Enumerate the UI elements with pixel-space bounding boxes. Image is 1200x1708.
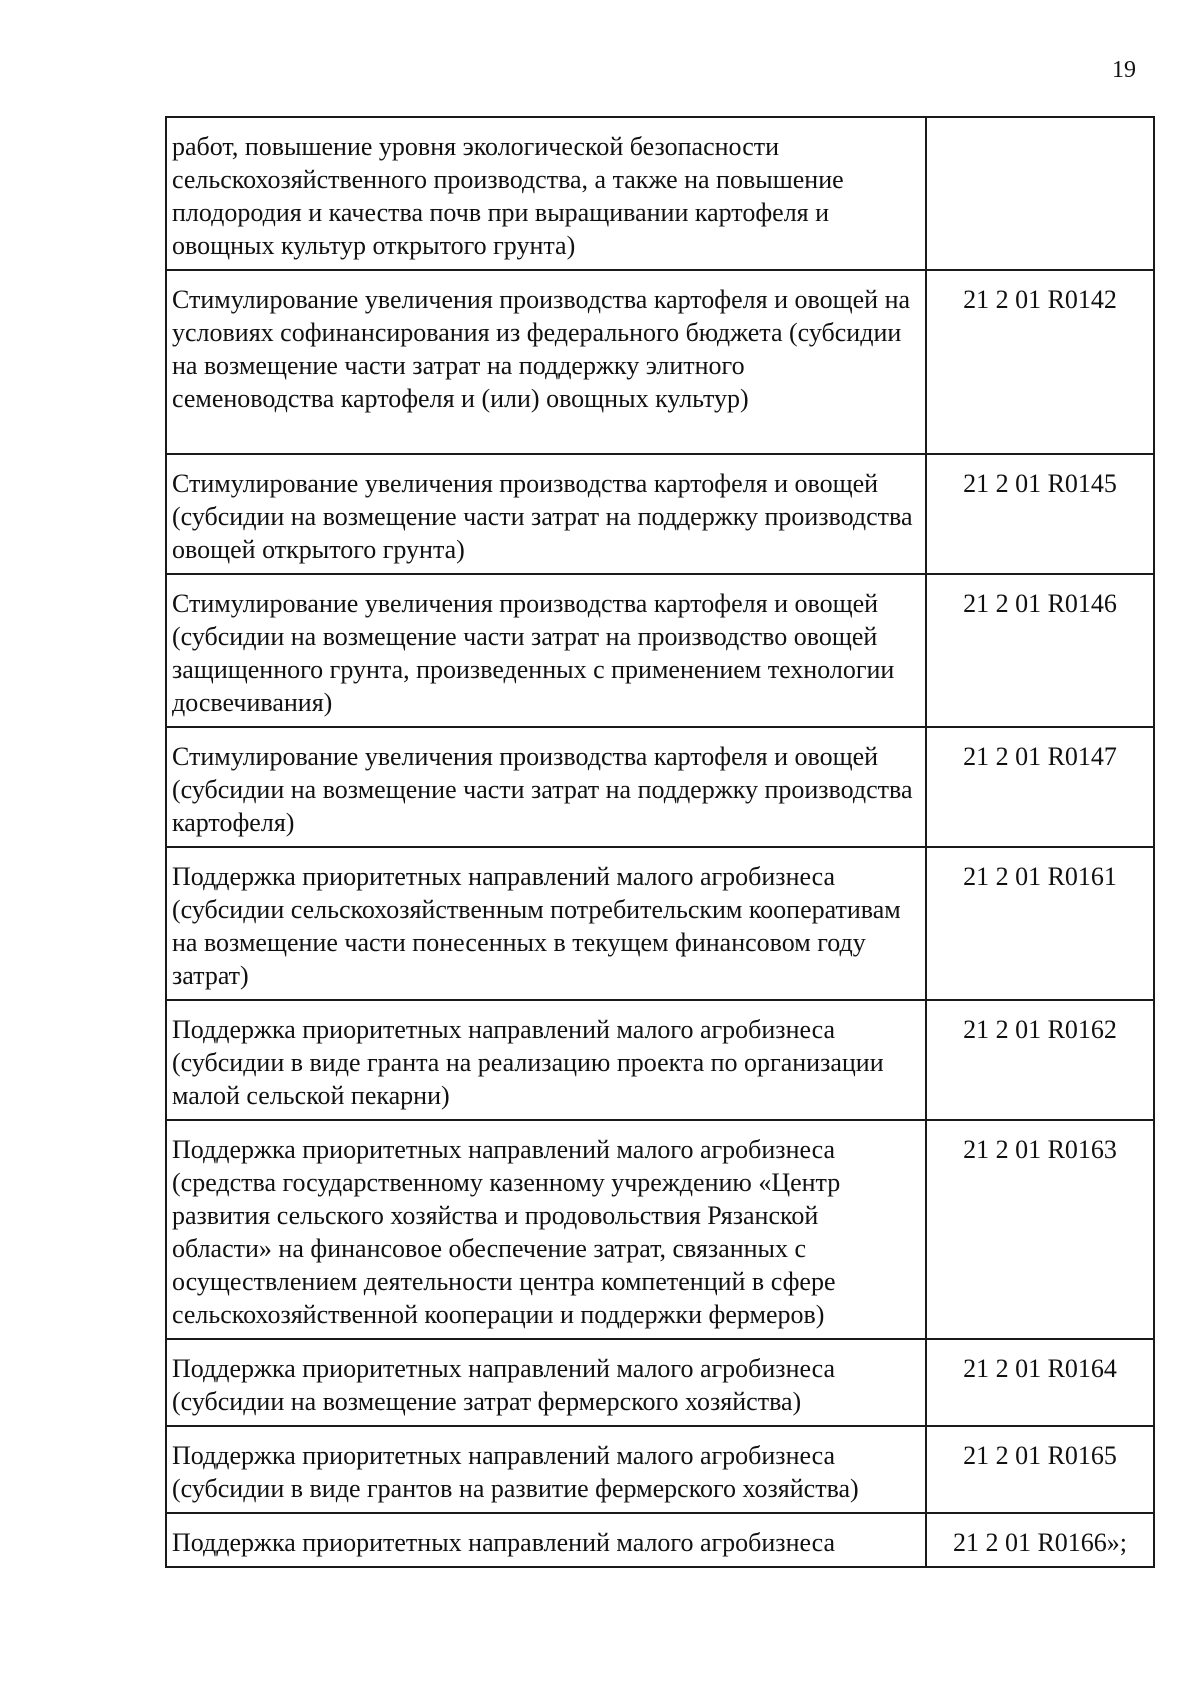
row-description: Поддержка приоритетных направлений малого агробизнеса (субсидии в виде грантов на развитие фермерского хозяйства) bbox=[166, 1426, 926, 1513]
row-code bbox=[926, 117, 1154, 270]
row-description: Поддержка приоритетных направлений малого агробизнеса (средства государственному казенному учреждению «Центр развития сельского хозяйства и продовольствия Рязанской области» на финансовое обеспечение затрат, связанных с осуществлением деятельности центра компетенций в сфере сельскохозяйственной кооперации и поддержки фермеров) bbox=[166, 1120, 926, 1339]
row-description: работ, повышение уровня экологической безопасности сельскохозяйственного производства, а также на повышение плодородия и качества почв при выращивании картофеля и овощных культур открытого грунта) bbox=[166, 117, 926, 270]
budget-classification-table bbox=[165, 116, 1155, 1568]
row-description: Поддержка приоритетных направлений малого агробизнеса (субсидии на возмещение затрат фермерского хозяйства) bbox=[166, 1339, 926, 1426]
table-row bbox=[166, 1426, 1154, 1513]
table-row bbox=[166, 727, 1154, 847]
row-description: Поддержка приоритетных направлений малого агробизнеса bbox=[166, 1513, 926, 1567]
table-row bbox=[166, 117, 1154, 270]
row-code: 21 2 01 R0163 bbox=[926, 1120, 1154, 1339]
table-row bbox=[166, 270, 1154, 454]
table-row bbox=[166, 1339, 1154, 1426]
table-row bbox=[166, 1120, 1154, 1339]
page-number: 19 bbox=[1112, 57, 1136, 83]
row-description: Стимулирование увеличения производства картофеля и овощей на условиях софинансирования из федерального бюджета (субсидии на возмещение части затрат на поддержку элитного семеноводства картофеля и (или) овощных культур) bbox=[166, 270, 926, 454]
table-row bbox=[166, 454, 1154, 574]
row-description: Стимулирование увеличения производства картофеля и овощей (субсидии на возмещение части затрат на поддержку производства картофеля) bbox=[166, 727, 926, 847]
row-description: Поддержка приоритетных направлений малого агробизнеса (субсидии в виде гранта на реализацию проекта по организации малой сельской пекарни) bbox=[166, 1000, 926, 1120]
row-code: 21 2 01 R0165 bbox=[926, 1426, 1154, 1513]
table-row bbox=[166, 1513, 1154, 1567]
row-code: 21 2 01 R0145 bbox=[926, 454, 1154, 574]
row-code: 21 2 01 R0164 bbox=[926, 1339, 1154, 1426]
row-code: 21 2 01 R0142 bbox=[926, 270, 1154, 454]
row-description: Стимулирование увеличения производства картофеля и овощей (субсидии на возмещение части затрат на производство овощей защищенного грунта, произведенных с применением технологии досвечивания) bbox=[166, 574, 926, 727]
table-row bbox=[166, 574, 1154, 727]
table-row bbox=[166, 1000, 1154, 1120]
row-code: 21 2 01 R0147 bbox=[926, 727, 1154, 847]
row-code: 21 2 01 R0146 bbox=[926, 574, 1154, 727]
row-description: Стимулирование увеличения производства картофеля и овощей (субсидии на возмещение части затрат на поддержку производства овощей открытого грунта) bbox=[166, 454, 926, 574]
row-description: Поддержка приоритетных направлений малого агробизнеса (субсидии сельскохозяйственным потребительским кооперативам на возмещение части понесенных в текущем финансовом году затрат) bbox=[166, 847, 926, 1000]
table-row bbox=[166, 847, 1154, 1000]
row-code: 21 2 01 R0162 bbox=[926, 1000, 1154, 1120]
row-code: 21 2 01 R0161 bbox=[926, 847, 1154, 1000]
row-code: 21 2 01 R0166»; bbox=[926, 1513, 1154, 1567]
